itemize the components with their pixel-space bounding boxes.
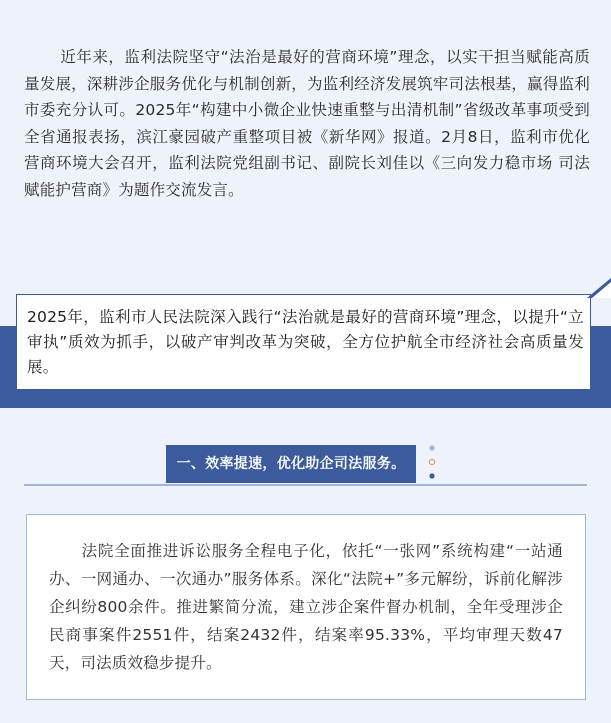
highlight-text: 2025年，监利市人民法院深入践行“法治就是最好的营商环境”理念，以提升“立审执”质效为抓手，以破产审判改革为突破，全方位护航全市经济社会高质量发展。 [27, 308, 584, 376]
highlight-box [16, 294, 591, 390]
intro-paragraph [24, 44, 590, 203]
section-title: 一、效率提速，优化助企司法服务。 [166, 445, 416, 483]
content-paragraph [49, 537, 563, 677]
content-text: 法院全面推进诉讼服务全程电子化，依托“一张网”系统构建“一站通办、一网通办、一次通办”服务体系。深化“法院+”多元解纷，诉前化解涉企纠纷800余件。推进繁简分流，建立涉企案件督办机制，全年受理涉企民商事案件2551件，结案2432件，结案率95.33%，平均审理天数47天，司法质效稳步提升。 [49, 542, 563, 672]
section-underline [24, 484, 587, 486]
decorative-dots-icon [427, 445, 437, 485]
corner-fold-icon [587, 278, 611, 298]
intro-text: 近年来，监利法院坚守“法治是最好的营商环境”理念，以实干担当赋能高质量发展，深耕涉企服务优化与机制创新，为监利经济发展筑牢司法根基，赢得监利市委充分认可。2025年“构建中小微企业快速重整与出清机制”省级改革事项受到全省通报表扬，滨江豪园破产重整项目被《新华网》报道。2月8日，监利市优化营商环境大会召开，监利法院党组副书记、副院长刘佳以《三向发力稳市场 司法赋能护营商》为题作交流发言。 [24, 48, 590, 199]
section-header [0, 437, 611, 497]
content-card [26, 514, 586, 700]
highlight-block [0, 278, 611, 413]
